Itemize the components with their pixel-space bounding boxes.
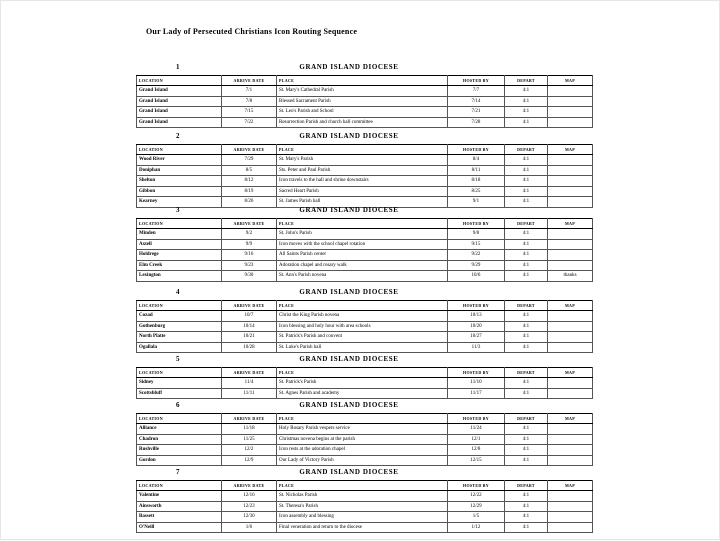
routing-table	[136, 367, 593, 399]
table-cell: 9/2	[222, 229, 277, 240]
table-cell: 8/26	[222, 197, 277, 208]
column-header: DEPART	[505, 301, 548, 311]
table-cell: Holdrege	[137, 250, 222, 261]
routing-section	[136, 468, 575, 533]
column-header: HOSTED BY	[448, 414, 505, 424]
column-header: MAP	[548, 301, 593, 311]
table-cell: Icon assembly and blessing	[277, 512, 448, 523]
table-cell: 4:1	[505, 186, 548, 197]
table-cell: 4:1	[505, 229, 548, 240]
table-cell: 4:1	[505, 86, 548, 97]
table-cell	[548, 107, 593, 118]
column-header: MAP	[548, 145, 593, 155]
table-cell: 8/12	[222, 176, 277, 187]
sections	[136, 1, 577, 541]
table-cell: 4:1	[505, 311, 548, 322]
table-cell: Gothenburg	[137, 321, 222, 332]
table-cell: 9/29	[448, 260, 505, 271]
table-cell: St. Agnes Parish and academy	[277, 388, 448, 399]
table-cell: 4:1	[505, 260, 548, 271]
table-cell: St. Theresa's Parish	[277, 501, 448, 512]
table-cell: Kearney	[137, 197, 222, 208]
routing-section	[136, 401, 575, 466]
table-cell: 9/1	[448, 197, 505, 208]
routing-table	[136, 480, 593, 533]
table-row	[137, 455, 593, 466]
table-cell: 4:1	[505, 96, 548, 107]
table-cell	[548, 378, 593, 389]
column-header: LOCATION	[137, 481, 222, 491]
header-row	[137, 301, 593, 311]
table-cell: Axtell	[137, 239, 222, 250]
table-cell: Lexington	[137, 271, 222, 282]
table-cell	[548, 260, 593, 271]
table-cell: St. Ann's Parish novena	[277, 271, 448, 282]
table-row	[137, 239, 593, 250]
table-cell: 12/22	[448, 491, 505, 502]
table-cell: thanks	[548, 271, 593, 282]
table-cell: 10/21	[222, 332, 277, 343]
table-cell: 12/2	[222, 445, 277, 456]
table-cell: 4:1	[505, 176, 548, 187]
table-row	[137, 155, 593, 166]
column-header: LOCATION	[137, 76, 222, 86]
table-cell: 7/8	[222, 96, 277, 107]
table-cell: 11/4	[222, 378, 277, 389]
table-cell: 4:1	[505, 197, 548, 208]
table-cell: 9/8	[448, 229, 505, 240]
table-cell: 10/6	[448, 271, 505, 282]
routing-section	[136, 288, 575, 353]
column-header: HOSTED BY	[448, 301, 505, 311]
table-cell: 4:1	[505, 491, 548, 502]
table-row	[137, 512, 593, 523]
header-row	[137, 219, 593, 229]
column-header: MAP	[548, 481, 593, 491]
routing-section	[136, 206, 577, 282]
table-cell	[548, 186, 593, 197]
table-cell: 4:1	[505, 522, 548, 533]
table-cell: All Saints Parish center	[277, 250, 448, 261]
table-cell: 9/16	[222, 250, 277, 261]
table-cell: 4:1	[505, 321, 548, 332]
routing-table	[136, 413, 593, 466]
table-cell	[548, 96, 593, 107]
table-cell: 10/14	[222, 321, 277, 332]
table-cell: 12/16	[222, 491, 277, 502]
table-cell: 4:1	[505, 434, 548, 445]
table-cell	[548, 388, 593, 399]
column-header: ARRIVE DATE	[222, 481, 277, 491]
column-header: DEPART	[505, 76, 548, 86]
section-header	[136, 132, 562, 144]
table-cell: 7/29	[222, 155, 277, 166]
table-cell: Sidney	[137, 378, 222, 389]
header-row	[137, 414, 593, 424]
table-cell	[548, 176, 593, 187]
table-cell: 4:1	[505, 388, 548, 399]
table-row	[137, 96, 593, 107]
section-number: 7	[176, 468, 180, 476]
table-cell	[548, 311, 593, 322]
table-cell: 12/23	[222, 501, 277, 512]
table-cell: 7/1	[222, 86, 277, 97]
table-cell: Gordon	[137, 455, 222, 466]
table-cell: Grand Island	[137, 117, 222, 128]
table-cell: Bassett	[137, 512, 222, 523]
column-header: DEPART	[505, 145, 548, 155]
column-header: DEPART	[505, 481, 548, 491]
table-cell	[548, 424, 593, 435]
table-cell: O'Neill	[137, 522, 222, 533]
table-cell: 4:1	[505, 342, 548, 353]
table-cell: Valentine	[137, 491, 222, 502]
section-number: 2	[176, 132, 180, 140]
column-header: HOSTED BY	[448, 368, 505, 378]
table-cell: 8/25	[448, 186, 505, 197]
table-row	[137, 434, 593, 445]
table-cell: 9/30	[222, 271, 277, 282]
table-body	[137, 424, 593, 466]
table-cell: Gibbon	[137, 186, 222, 197]
section-number: 6	[176, 401, 180, 409]
column-header: PLACE	[277, 414, 448, 424]
table-cell: Elm Creek	[137, 260, 222, 271]
table-cell: 12/9	[222, 455, 277, 466]
section-header	[136, 401, 562, 413]
table-body	[137, 311, 593, 353]
table-cell: Wood River	[137, 155, 222, 166]
section-header	[136, 206, 562, 218]
column-header: HOSTED BY	[448, 481, 505, 491]
table-cell: 10/13	[448, 311, 505, 322]
section-number: 5	[176, 355, 180, 363]
column-header: PLACE	[277, 76, 448, 86]
header-row	[137, 368, 593, 378]
table-cell: St. Mary's Parish	[277, 155, 448, 166]
section-diocese-title: GRAND ISLAND DIOCESE	[299, 132, 399, 140]
table-cell	[548, 86, 593, 97]
table-cell	[548, 321, 593, 332]
table-body	[137, 491, 593, 533]
column-header: ARRIVE DATE	[222, 76, 277, 86]
table-cell: 4:1	[505, 250, 548, 261]
table-cell: 10/27	[448, 332, 505, 343]
column-header: LOCATION	[137, 414, 222, 424]
table-row	[137, 378, 593, 389]
table-row	[137, 176, 593, 187]
table-cell: 4:1	[505, 378, 548, 389]
routing-table	[136, 144, 593, 208]
table-cell: St. Luke's Parish hall	[277, 342, 448, 353]
table-cell: St. Patrick's Parish	[277, 378, 448, 389]
table-cell	[548, 455, 593, 466]
section-diocese-title: GRAND ISLAND DIOCESE	[299, 401, 399, 409]
column-header: LOCATION	[137, 145, 222, 155]
section-header	[136, 63, 562, 75]
table-cell: Resurrection Parish and church hall committee	[277, 117, 448, 128]
table-row	[137, 260, 593, 271]
table-cell: Final veneration and return to the diocese	[277, 522, 448, 533]
column-header: PLACE	[277, 219, 448, 229]
table-cell: Cozad	[137, 311, 222, 322]
table-cell	[548, 229, 593, 240]
table-cell: Grand Island	[137, 86, 222, 97]
column-header: DEPART	[505, 414, 548, 424]
table-cell: 4:1	[505, 107, 548, 118]
table-cell: Shelton	[137, 176, 222, 187]
table-body	[137, 86, 593, 128]
column-header: MAP	[548, 368, 593, 378]
table-body	[137, 155, 593, 208]
table-cell	[548, 239, 593, 250]
table-cell	[548, 522, 593, 533]
table-cell: 8/4	[448, 155, 505, 166]
table-cell: 9/22	[448, 250, 505, 261]
table-cell: 11/3	[448, 342, 505, 353]
section-diocese-title: GRAND ISLAND DIOCESE	[299, 206, 399, 214]
routing-table	[136, 218, 593, 282]
table-cell: St. Mary's Cathedral Parish	[277, 86, 448, 97]
table-cell: 7/15	[222, 107, 277, 118]
table-cell: Grand Island	[137, 96, 222, 107]
table-cell: 12/1	[448, 434, 505, 445]
column-header: PLACE	[277, 301, 448, 311]
table-cell: 7/21	[448, 107, 505, 118]
table-cell: Icon travels to the hall and shrine downstairs	[277, 176, 448, 187]
table-cell: 11/17	[448, 388, 505, 399]
table-cell: 11/10	[448, 378, 505, 389]
table-cell: Rushville	[137, 445, 222, 456]
table-cell	[548, 445, 593, 456]
table-row	[137, 501, 593, 512]
table-cell: St. James Parish hall	[277, 197, 448, 208]
section-header	[136, 288, 562, 300]
table-cell: 4:1	[505, 155, 548, 166]
table-cell: 7/22	[222, 117, 277, 128]
table-cell	[548, 117, 593, 128]
table-cell: Sacred Heart Parish	[277, 186, 448, 197]
table-cell: 4:1	[505, 271, 548, 282]
routing-section	[136, 355, 575, 399]
section-number: 3	[176, 206, 180, 214]
table-cell: Holy Rosary Parish vespers service	[277, 424, 448, 435]
table-row	[137, 491, 593, 502]
section-diocese-title: GRAND ISLAND DIOCESE	[299, 288, 399, 296]
section-diocese-title: GRAND ISLAND DIOCESE	[299, 468, 399, 476]
table-cell	[548, 434, 593, 445]
table-cell: 12/29	[448, 501, 505, 512]
column-header: HOSTED BY	[448, 145, 505, 155]
table-cell: 8/11	[448, 165, 505, 176]
table-cell: Adoration chapel and rosary walk	[277, 260, 448, 271]
table-cell	[548, 250, 593, 261]
section-header	[136, 468, 562, 480]
page-title: Our Lady of Persecuted Christians Icon Routing Sequence	[146, 27, 358, 36]
table-cell: 4:1	[505, 239, 548, 250]
table-cell: 1/5	[448, 512, 505, 523]
table-cell: 1/12	[448, 522, 505, 533]
table-cell: Christ the King Parish novena	[277, 311, 448, 322]
column-header: MAP	[548, 219, 593, 229]
table-cell: Ogallala	[137, 342, 222, 353]
table-cell: Minden	[137, 229, 222, 240]
table-cell: Icon rests at the adoration chapel	[277, 445, 448, 456]
table-cell	[548, 342, 593, 353]
table-cell	[548, 155, 593, 166]
table-cell: Christmas novena begins at the parish	[277, 434, 448, 445]
column-header: PLACE	[277, 145, 448, 155]
table-cell: 12/8	[448, 445, 505, 456]
routing-section	[136, 63, 575, 128]
table-cell: 10/20	[448, 321, 505, 332]
table-row	[137, 321, 593, 332]
table-cell: 1/6	[222, 522, 277, 533]
column-header: ARRIVE DATE	[222, 145, 277, 155]
table-row	[137, 107, 593, 118]
column-header: PLACE	[277, 368, 448, 378]
table-cell: Icon moves with the school chapel rotation	[277, 239, 448, 250]
column-header: ARRIVE DATE	[222, 368, 277, 378]
table-cell: 10/7	[222, 311, 277, 322]
table-cell: 4:1	[505, 165, 548, 176]
table-row	[137, 165, 593, 176]
table-cell: 7/7	[448, 86, 505, 97]
table-cell: St. Leo's Parish and School	[277, 107, 448, 118]
table-cell: Grand Island	[137, 107, 222, 118]
column-header: LOCATION	[137, 219, 222, 229]
table-cell: Doniphan	[137, 165, 222, 176]
table-cell: 9/9	[222, 239, 277, 250]
header-row	[137, 76, 593, 86]
table-body	[137, 378, 593, 399]
column-header: MAP	[548, 414, 593, 424]
table-cell: Chadron	[137, 434, 222, 445]
table-cell: 10/28	[222, 342, 277, 353]
table-row	[137, 271, 593, 282]
table-cell: 9/15	[448, 239, 505, 250]
table-cell: Icon blessing and holy hour with area schools	[277, 321, 448, 332]
column-header: LOCATION	[137, 301, 222, 311]
table-cell: Alliance	[137, 424, 222, 435]
table-row	[137, 332, 593, 343]
table-row	[137, 388, 593, 399]
table-cell: 9/23	[222, 260, 277, 271]
routing-table	[136, 75, 593, 128]
table-row	[137, 445, 593, 456]
table-row	[137, 86, 593, 97]
table-cell: North Platte	[137, 332, 222, 343]
routing-table	[136, 300, 593, 353]
table-cell: 8/5	[222, 165, 277, 176]
table-cell: Blessed Sacrament Parish	[277, 96, 448, 107]
table-cell: St. John's Parish	[277, 229, 448, 240]
table-cell: 11/24	[448, 424, 505, 435]
table-cell: 11/18	[222, 424, 277, 435]
table-cell	[548, 332, 593, 343]
table-cell: 8/18	[448, 176, 505, 187]
table-cell: 12/15	[448, 455, 505, 466]
table-cell: 11/25	[222, 434, 277, 445]
routing-section	[136, 132, 575, 208]
table-row	[137, 117, 593, 128]
column-header: MAP	[548, 76, 593, 86]
table-cell: 12/30	[222, 512, 277, 523]
table-cell: 4:1	[505, 455, 548, 466]
table-cell: St. Patrick's Parish and convent	[277, 332, 448, 343]
table-cell: Our Lady of Victory Parish	[277, 455, 448, 466]
table-cell	[548, 501, 593, 512]
column-header: ARRIVE DATE	[222, 414, 277, 424]
table-cell	[548, 165, 593, 176]
header-row	[137, 145, 593, 155]
table-cell: Ainsworth	[137, 501, 222, 512]
table-cell: 4:1	[505, 512, 548, 523]
table-row	[137, 311, 593, 322]
table-cell: 7/14	[448, 96, 505, 107]
column-header: PLACE	[277, 481, 448, 491]
table-cell: 7/28	[448, 117, 505, 128]
header-row	[137, 481, 593, 491]
section-number: 1	[176, 63, 180, 71]
table-body	[137, 229, 593, 282]
section-diocese-title: GRAND ISLAND DIOCESE	[299, 355, 399, 363]
table-cell	[548, 512, 593, 523]
table-row	[137, 522, 593, 533]
column-header: DEPART	[505, 368, 548, 378]
column-header: HOSTED BY	[448, 76, 505, 86]
table-cell: 8/19	[222, 186, 277, 197]
table-cell: St. Nicholas Parish	[277, 491, 448, 502]
table-cell: Sts. Peter and Paul Parish	[277, 165, 448, 176]
table-row	[137, 342, 593, 353]
table-row	[137, 186, 593, 197]
table-cell: 4:1	[505, 501, 548, 512]
section-number: 4	[176, 288, 180, 296]
column-header: ARRIVE DATE	[222, 219, 277, 229]
table-cell: 4:1	[505, 445, 548, 456]
column-header: LOCATION	[137, 368, 222, 378]
table-cell: Scottsbluff	[137, 388, 222, 399]
column-header: DEPART	[505, 219, 548, 229]
table-cell: 4:1	[505, 424, 548, 435]
column-header: HOSTED BY	[448, 219, 505, 229]
table-cell	[548, 491, 593, 502]
section-header	[136, 355, 562, 367]
section-diocese-title: GRAND ISLAND DIOCESE	[299, 63, 399, 71]
table-row	[137, 229, 593, 240]
table-cell: 11/11	[222, 388, 277, 399]
column-header: ARRIVE DATE	[222, 301, 277, 311]
table-row	[137, 250, 593, 261]
table-cell: 4:1	[505, 332, 548, 343]
table-cell: 4:1	[505, 117, 548, 128]
table-row	[137, 424, 593, 435]
